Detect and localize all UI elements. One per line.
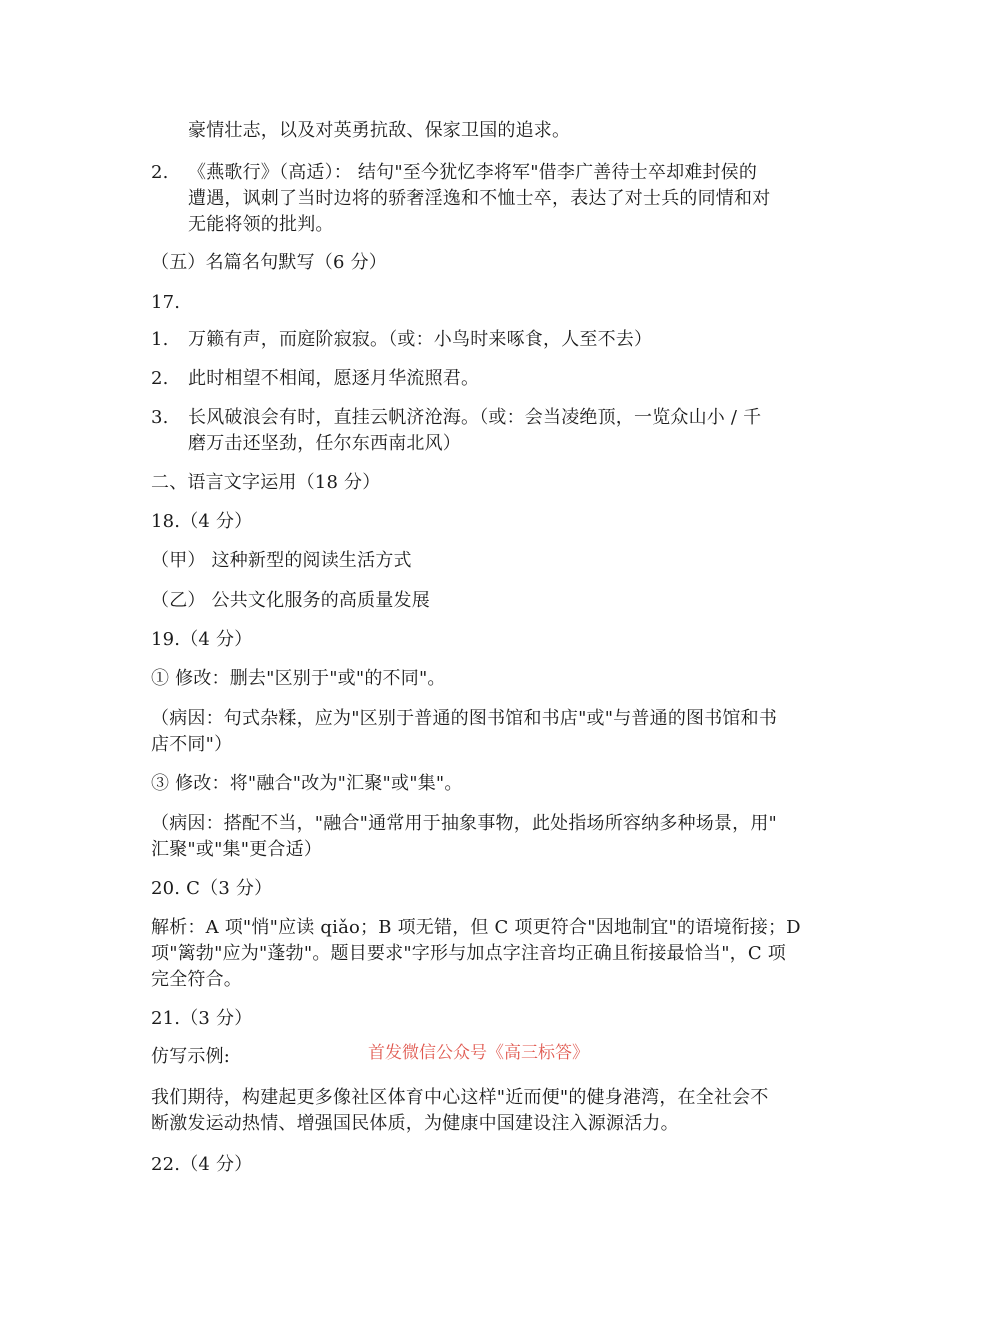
answer-line: 解析：A 项"悄"应读 qiǎo；B 项无错，但 C 项更符合"因地制宜"的语境衔接；D	[151, 917, 801, 938]
item-number: 2.	[151, 162, 169, 183]
answer-line: 长风破浪会有时，直挂云帆济沧海。（或：会当凌绝顶，一览众山小 / 千	[188, 407, 762, 428]
item-number: 3.	[151, 407, 169, 428]
item-number: 1.	[151, 329, 169, 350]
answer-line: 完全符合。	[151, 969, 242, 990]
answer-line: 我们期待，构建起更多像社区体育中心这样"近而便"的健身港湾，在全社会不	[151, 1087, 769, 1108]
answer-label: 仿写示例:	[151, 1046, 231, 1067]
answer-line: （病因：句式杂糅，应为"区别于普通的图书馆和书店"或"与普通的图书馆和书	[151, 708, 778, 729]
answer-line: 断激发运动热情、增强国民体质，为健康中国建设注入源源活力。	[151, 1113, 679, 1134]
answer-line: 汇聚"或"集"更合适）	[151, 839, 323, 860]
watermark-text: 首发微信公众号《高三标答》	[368, 1043, 589, 1063]
paragraph-line: 《燕歌行》（高适）： 结句"至今犹忆李将军"借李广善待士卒却难封侯的	[188, 162, 758, 183]
answer-line: 磨万击还坚劲，任尔东西南北风）	[188, 433, 461, 454]
answer-line: （病因：搭配不当，"融合"通常用于抽象事物，此处指场所容纳多种场景，用"	[151, 813, 778, 834]
answer-line: ③ 修改：将"融合"改为"汇聚"或"集"。	[151, 773, 463, 794]
question-number: 18.（4 分）	[151, 511, 253, 532]
question-number: 20. C（3 分）	[151, 878, 273, 899]
section-heading: （五）名篇名句默写（6 分）	[151, 252, 387, 273]
answer-line: （甲） 这种新型的阅读生活方式	[151, 550, 412, 571]
answer-line: （乙） 公共文化服务的高质量发展	[151, 590, 430, 611]
question-number: 19.（4 分）	[151, 629, 253, 650]
paragraph-line: 豪情壮志，以及对英勇抗敌、保家卫国的追求。	[188, 120, 571, 141]
item-number: 2.	[151, 368, 169, 389]
answer-line: 项"篱勃"应为"蓬勃"。题目要求"字形与加点字注音均正确且衔接最恰当"，C 项	[151, 943, 786, 964]
section-heading: 二、语言文字运用（18 分）	[151, 472, 381, 493]
paragraph-line: 无能将领的批判。	[188, 214, 334, 235]
answer-line: ① 修改：删去"区别于"或"的不同"。	[151, 668, 446, 689]
answer-line: 此时相望不相闻，愿逐月华流照君。	[188, 368, 480, 389]
question-number: 22.（4 分）	[151, 1154, 253, 1175]
question-number: 21.（3 分）	[151, 1008, 253, 1029]
answer-line: 万籁有声，而庭阶寂寂。（或：小鸟时来啄食，人至不去）	[188, 329, 653, 350]
question-number: 17.	[151, 292, 181, 313]
paragraph-line: 遭遇，讽刺了当时边将的骄奢淫逸和不恤士卒，表达了对士兵的同情和对	[188, 188, 771, 209]
answer-line: 店不同"）	[151, 734, 233, 755]
